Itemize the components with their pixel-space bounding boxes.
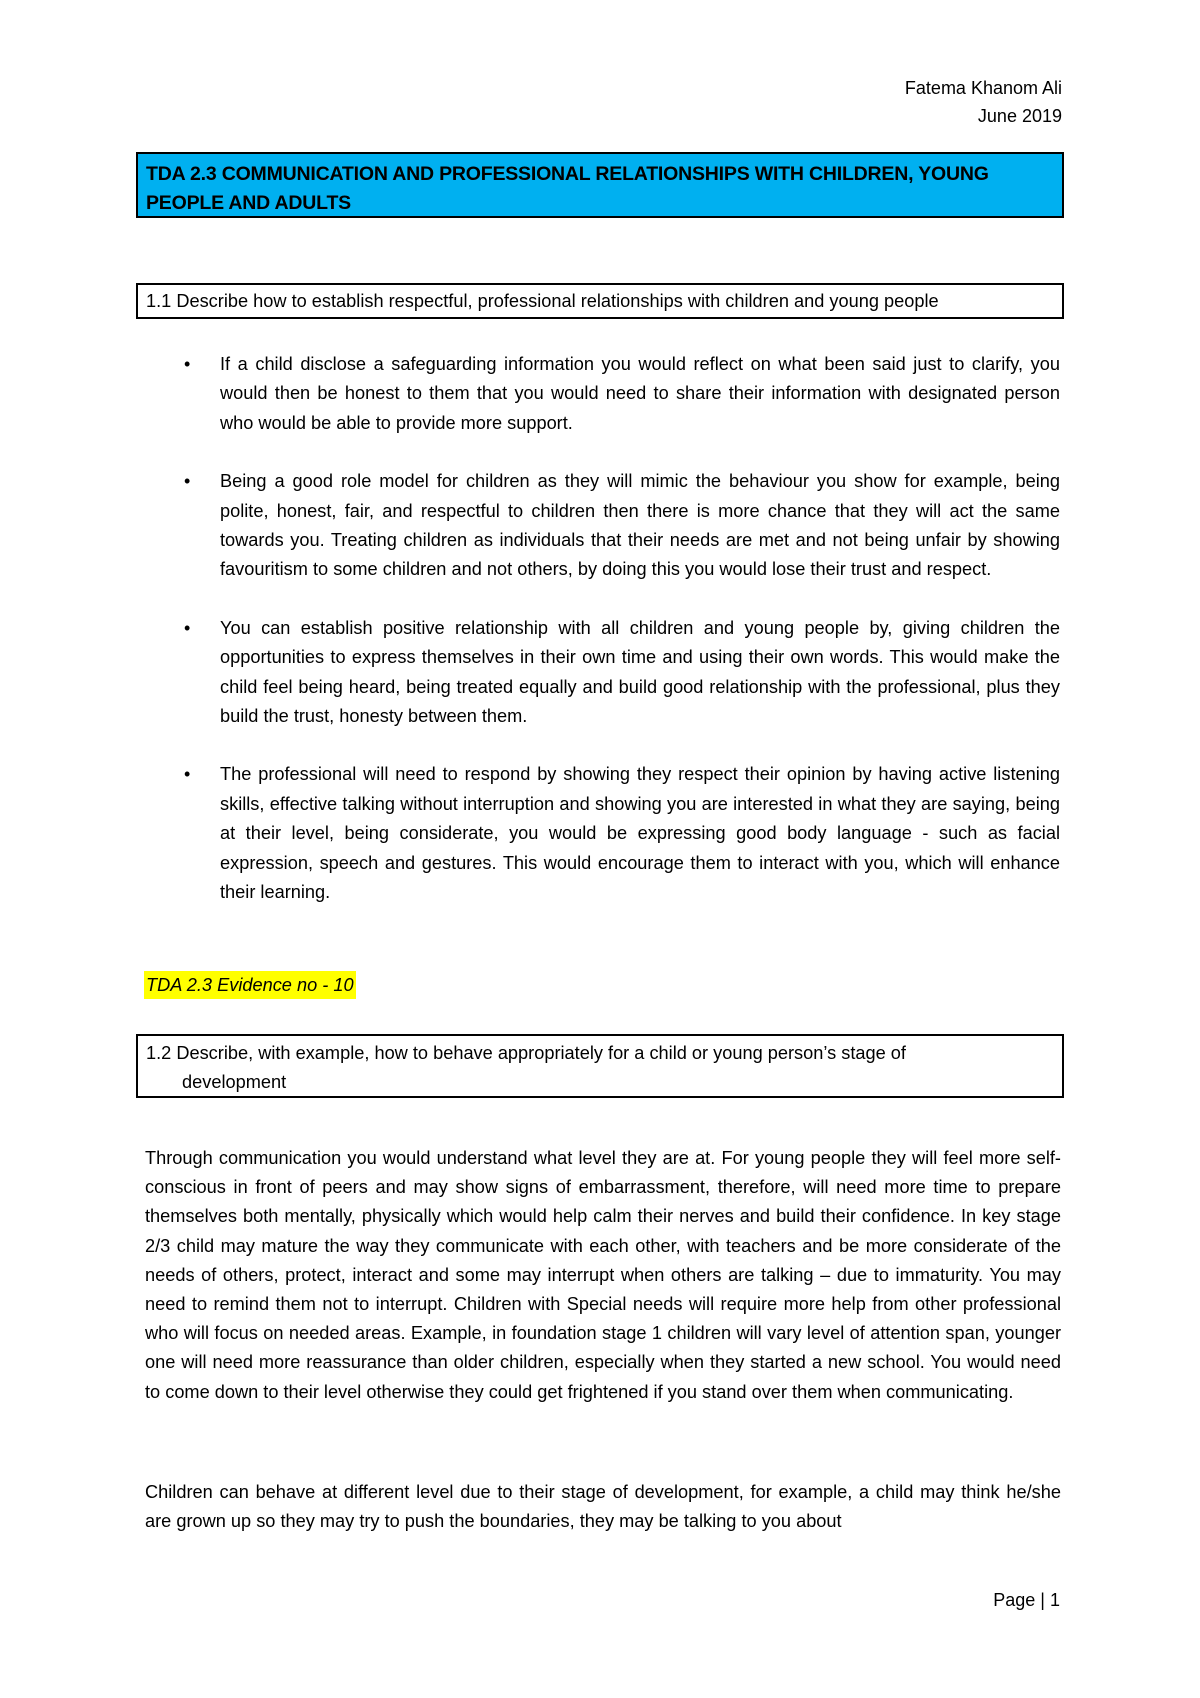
bullet-icon: • xyxy=(184,617,191,638)
list-item xyxy=(180,350,1060,438)
author-name: Fatema Khanom Ali xyxy=(904,78,1062,98)
page-number: Page | 1 xyxy=(993,1590,1060,1610)
list-item xyxy=(180,467,1060,585)
bullet-text: If a child disclose a safeguarding information you would reflect on what been said just to clarify, you would then be honest to them that you would need to share their information with designated person who would be able to provide more support. xyxy=(220,354,1060,433)
question-1-2-line-2: development xyxy=(182,1072,287,1092)
bullet-icon: • xyxy=(184,764,191,785)
bullet-text: You can establish positive relationship with all children and young people by, giving children the opportunities to express themselves in their own time and using their own words. This would make the child feel being heard, being treated equally and build good relationship with the professional, plus they build the trust, honesty between them. xyxy=(220,617,1060,727)
question-1-1-text: 1.1 Describe how to establish respectful, professional relationships with children and young people xyxy=(146,291,939,311)
body-paragraph-2: Children can behave at different level due to their stage of development, for example, a child may think he/she are grown up so they may try to push the boundaries, they may be talking to you about xyxy=(145,1482,1061,1532)
question-1-2-line-1: 1.2 Describe, with example, how to behave appropriately for a child or young person’s stage of xyxy=(146,1043,906,1063)
bullet-text: Being a good role model for children as they will mimic the behaviour you show for example, being polite, honest, fair, and respectful to children then there is more chance that they will act the same towards you. Treating children as individuals that their needs are met and not being unfair by showing favouritism to some children and not others, by doing this you would lose their trust and respect. xyxy=(220,471,1060,580)
evidence-reference: TDA 2.3 Evidence no - 10 xyxy=(144,971,356,999)
section-1-bullet-list xyxy=(180,350,1060,937)
list-item xyxy=(180,614,1060,732)
list-item xyxy=(180,760,1060,907)
bullet-icon: • xyxy=(184,354,191,374)
document-title: TDA 2.3 COMMUNICATION AND PROFESSIONAL RELATIONSHIPS WITH CHILDREN, YOUNG PEOPLE AND ADULTS xyxy=(136,152,1064,218)
page-header xyxy=(905,74,1062,130)
body-paragraph-1: Through communication you would understand what level they are at. For young people they will feel more self-conscious in front of peers and may show signs of embarrassment, therefore, will need more time to prepare themselves both mentally, physically which would help calm their nerves and build their confidence. In key stage 2/3 child may mature the way they communicate with each other, with teachers and be more considerate of the needs of others, protect, interact and some may interrupt when others are talking – due to immaturity. You may need to remind them not to interrupt. Children with Special needs will require more help from other professional who will focus on needed areas. Example, in foundation stage 1 children will vary level of attention span, younger one will need more reassurance than older children, especially when they started a new school. You would need to come down to their level otherwise they could get frightened if you stand over them when communicating. xyxy=(145,1148,1061,1402)
question-1-1-box xyxy=(136,283,1064,319)
bullet-icon: • xyxy=(184,471,191,492)
document-date: June 2019 xyxy=(977,106,1062,126)
bullet-text: The professional will need to respond by showing they respect their opinion by having active listening skills, effective talking without interruption and showing you are interested in what they are saying, being at their level, being considerate, you would be expressing good body language - such as facial expression, speech and gestures. This would encourage them to interact with you, which will enhance their learning. xyxy=(220,764,1060,903)
question-1-2-box xyxy=(136,1034,1064,1098)
